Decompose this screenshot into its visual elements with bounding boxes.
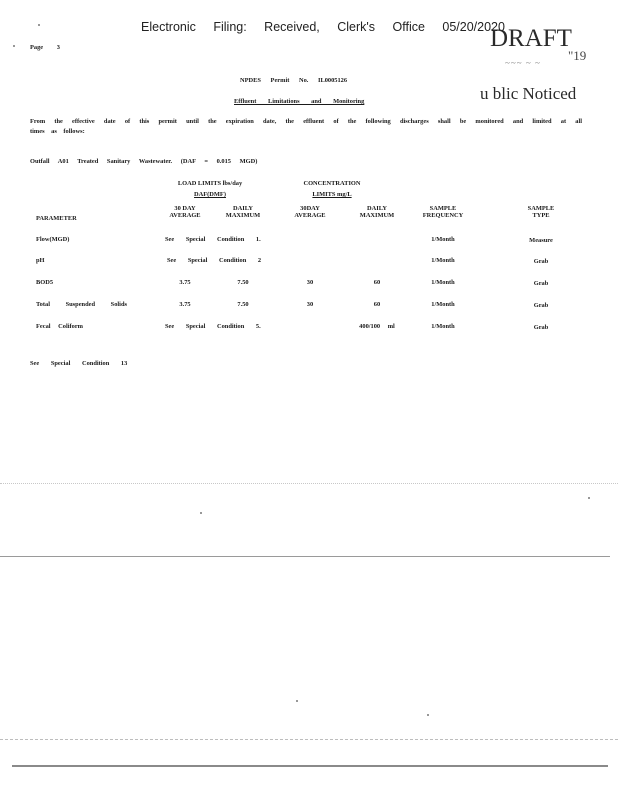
row-frequency: 1/Month: [431, 236, 455, 243]
scan-speck: [296, 700, 298, 702]
electronic-filing-stamp: Electronic Filing: Received, Clerk's Office 05/20/2020: [141, 20, 505, 34]
row-load-note: See Special Condition 5.: [165, 323, 261, 330]
row-sample-type: Grab: [533, 280, 549, 287]
sample-frequency-header: SAMPLE FREQUENCY: [422, 205, 464, 219]
handwritten-year-mark: "19: [568, 48, 587, 63]
permit-number: NPDES Permit No. IL0005126: [240, 77, 348, 84]
load-30day-header: 30 DAY AVERAGE: [169, 205, 201, 219]
scan-speck: [200, 512, 202, 514]
row-frequency: 1/Month: [431, 279, 455, 286]
public-noticed-stamp: u blic Noticed: [480, 84, 577, 103]
row-parameter: BOD5: [36, 279, 54, 286]
scan-line: [12, 765, 608, 767]
row-sample-type: Grab: [533, 258, 549, 265]
row-parameter: pH: [36, 257, 45, 264]
row-frequency: 1/Month: [431, 301, 455, 308]
row-frequency: 1/Month: [431, 257, 455, 264]
concentration-subheading: LIMITS mg/L: [312, 191, 352, 198]
row-load-note: See Special Condition 2: [167, 257, 262, 264]
scan-line: [0, 739, 618, 740]
row-conc-30day: 30: [306, 301, 314, 308]
section-title: Effluent Limitations and Monitoring: [234, 98, 365, 105]
load-limits-heading: LOAD LIMITS lbs/day: [177, 180, 243, 187]
row-load-30day: 3.75: [179, 301, 191, 308]
intro-line-2: times as follows:: [30, 128, 85, 135]
row-sample-type: Grab: [533, 324, 549, 331]
row-sample-type: Grab: [533, 302, 549, 309]
scan-line: [0, 483, 618, 484]
load-limits-subheading: DAF(DMF): [194, 191, 226, 198]
intro-line-1: From the effective date of this permit until the expiration date, the effluent of the following discharges shall be monitored and limited at all: [30, 118, 582, 125]
row-frequency: 1/Month: [431, 323, 455, 330]
scan-line: [0, 556, 610, 557]
concentration-heading: CONCENTRATION: [303, 180, 361, 187]
row-load-daily: 7.50: [237, 301, 249, 308]
load-daily-header: DAILY MAXIMUM: [225, 205, 261, 219]
row-load-daily: 7.50: [237, 279, 249, 286]
row-conc-daily: 60: [373, 279, 381, 286]
scan-speck: [588, 497, 590, 499]
row-conc-daily: 400/100 ml: [359, 323, 395, 330]
row-parameter: Fecal Coliform: [36, 323, 83, 330]
conc-30day-header: 30DAY AVERAGE: [294, 205, 326, 219]
sample-type-header: SAMPLE TYPE: [527, 205, 555, 219]
page-number: Page 3: [30, 44, 60, 51]
row-conc-daily: 60: [373, 301, 381, 308]
row-sample-type: Measure: [529, 237, 553, 244]
scan-speck: [38, 24, 40, 26]
draft-label: DRAFT: [490, 25, 572, 52]
scan-speck: [13, 45, 15, 47]
scan-speck: [427, 714, 429, 716]
row-parameter: Flow(MGD): [36, 236, 70, 243]
row-load-30day: 3.75: [179, 279, 191, 286]
row-conc-30day: 30: [306, 279, 314, 286]
parameter-column-header: PARAMETER: [36, 215, 77, 222]
conc-daily-header: DAILY MAXIMUM: [359, 205, 395, 219]
row-load-note: See Special Condition 1.: [165, 236, 261, 243]
handwritten-marks: ~~~ ~ ~: [505, 58, 541, 68]
outfall-description: Outfall A01 Treated Sanitary Wastewater. (DAF = 0.015 MGD): [30, 158, 258, 165]
row-parameter: Total Suspended Solids: [36, 301, 127, 308]
special-condition-footnote: See Special Condition 13: [30, 360, 128, 367]
